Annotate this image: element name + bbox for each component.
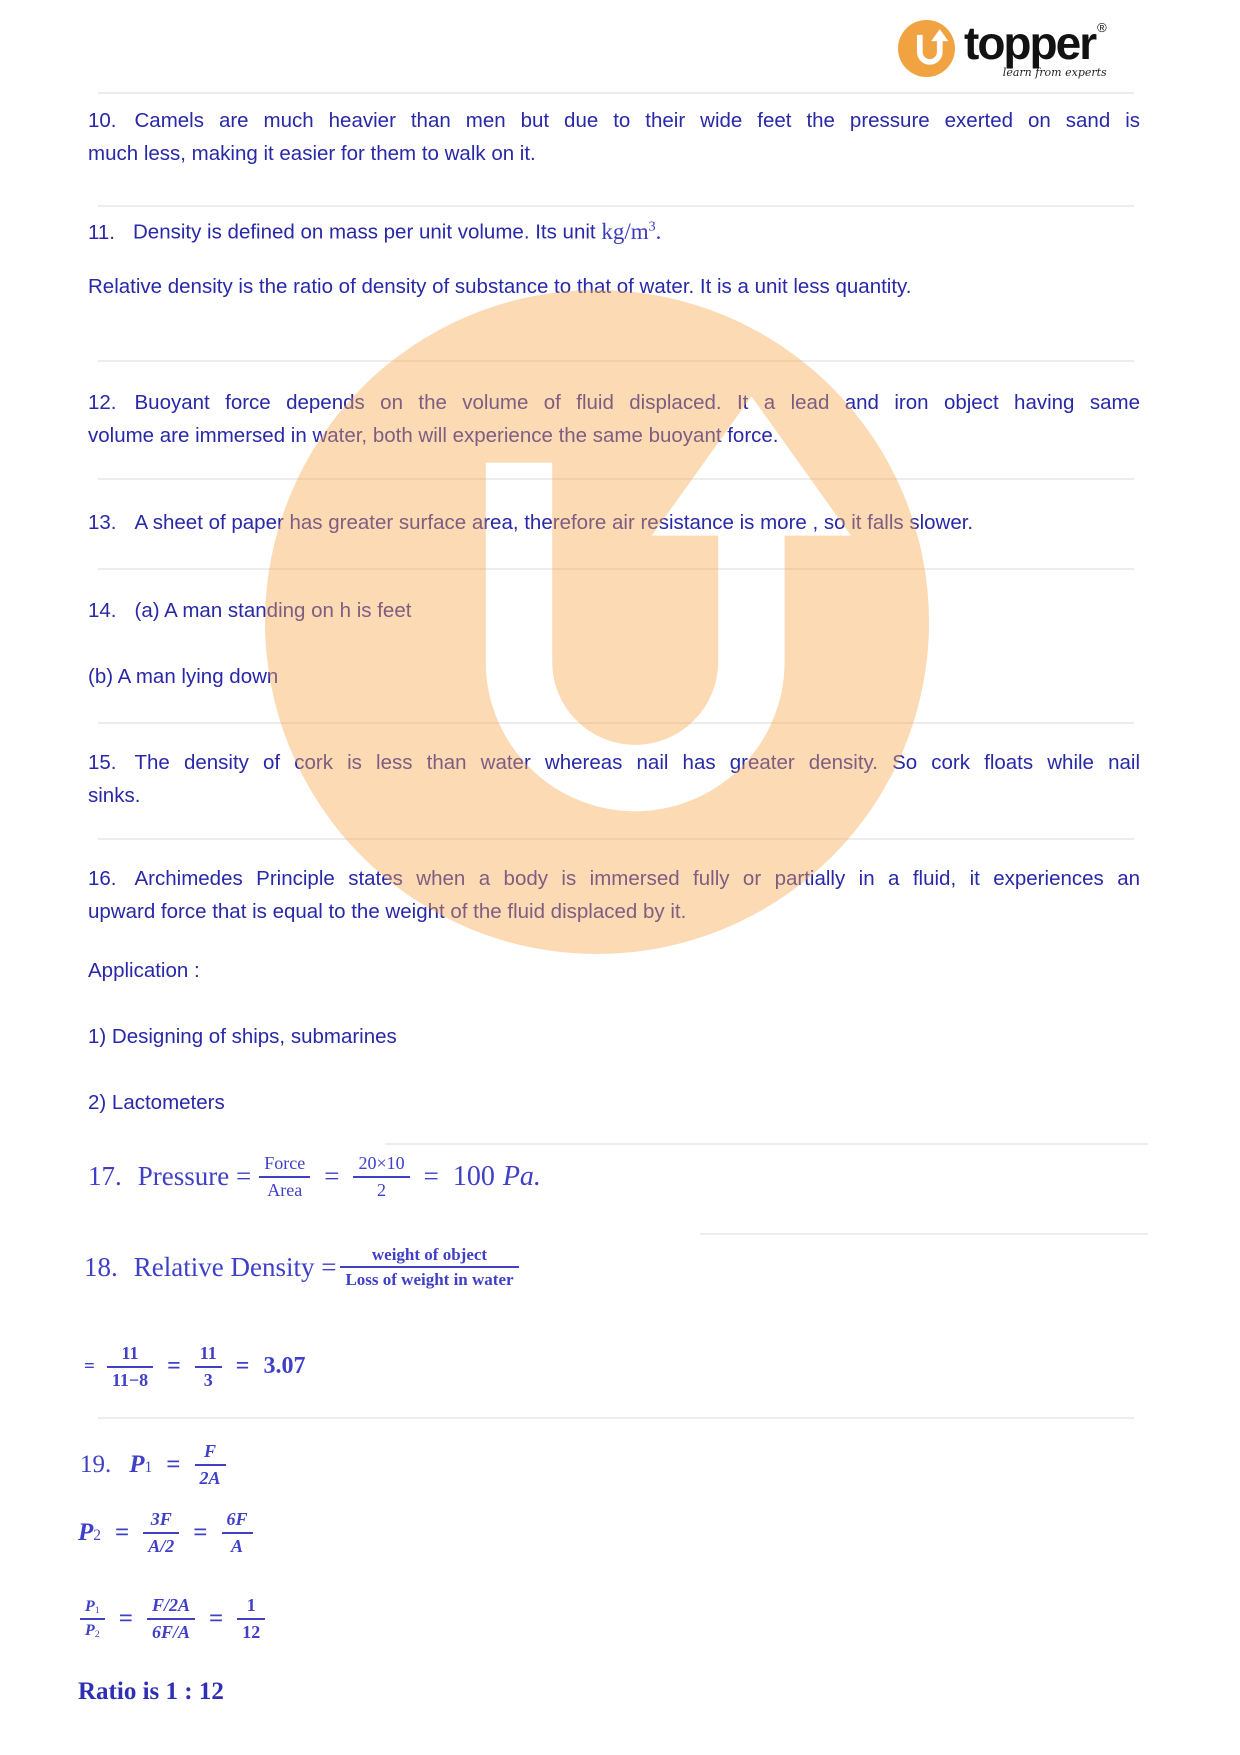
fraction: $\frac{11}{3}$ xyxy=(195,1342,222,1391)
answer-text: (b) A man lying down xyxy=(88,665,279,688)
answer-18-calculation: = $\frac{11}{11-8}$ = $\frac{11}{3}$ = 3.07 xyxy=(84,1343,306,1390)
topper-logo xyxy=(898,17,1107,79)
divider xyxy=(98,838,1134,840)
answer-text: sinks. xyxy=(88,784,141,807)
answer-18-formula xyxy=(84,1244,519,1291)
answer-number: 19. xyxy=(80,1450,112,1478)
formula-lead: Pressure = xyxy=(137,1161,252,1191)
application-label: Application : xyxy=(88,959,200,982)
answer-11-continued xyxy=(88,270,1140,303)
formula-result: 100 xyxy=(452,1160,495,1192)
divider xyxy=(98,478,1134,480)
answer-14b xyxy=(88,660,1140,693)
answer-text: much less, making it easier for them to walk on it. xyxy=(88,142,536,165)
brand-tagline: learn from experts xyxy=(1002,66,1107,79)
answer-number: 10. xyxy=(88,109,117,132)
formula-lead: Relative Density = xyxy=(133,1251,337,1282)
fraction: $\frac{\text{Force}}{\text{Area}}$ xyxy=(259,1152,310,1201)
answer-number: 16. xyxy=(88,867,117,890)
divider xyxy=(98,722,1134,724)
registered-mark: ® xyxy=(1097,20,1107,35)
answer-19-line3: $\frac{P1}{P2}$ = $\frac{F/2A}{6F/A}$ = $\frac{1}{12}$ xyxy=(80,1594,265,1643)
answer-number: 14. xyxy=(88,599,117,622)
answer-number: 11. xyxy=(88,220,115,244)
answer-11 xyxy=(88,210,1140,249)
answer-text: volume are immersed in water, both will experience the same buoyant force. xyxy=(88,424,779,447)
fraction: $\frac{20\times 10}{2}$ xyxy=(353,1152,409,1201)
fraction: $\frac{F}{2A}$ xyxy=(195,1440,226,1489)
divider xyxy=(98,92,1134,94)
fraction: $\frac{\text{weight of object}}{\text{Loss of weight in water}}$ xyxy=(340,1244,518,1291)
application-item: 1) Designing of ships, submarines xyxy=(88,1025,397,1048)
answer-19-line2: P 2 = $\frac{3F}{A/2}$ = $\frac{6F}{A}$ xyxy=(78,1508,253,1557)
answer-14a xyxy=(88,594,1140,627)
fraction: $\frac{6F}{A}$ xyxy=(222,1508,253,1557)
answer-10 xyxy=(88,104,1140,170)
answer-text: A sheet of paper has greater surface area, therefore air resistance is more , so it falls slower. xyxy=(134,511,974,534)
fraction: $\frac{P1}{P2}$ xyxy=(80,1597,105,1641)
answer-text: Relative density is the ratio of density of substance to that of water. It is a unit less quantity. xyxy=(88,275,912,298)
answer-text: upward force that is equal to the weight of the fluid displaced by it. xyxy=(88,900,687,923)
fraction: $\frac{3F}{A/2}$ xyxy=(143,1508,179,1557)
fraction: $\frac{F/2A}{6F/A}$ xyxy=(147,1594,195,1643)
unit-math: $kg/m^3$. xyxy=(601,218,662,244)
answer-number: 13. xyxy=(88,511,117,534)
formula-result: 3.07 xyxy=(263,1353,306,1379)
answer-text: Camels are much heavier than men but due to their wide feet the pressure exerted on sand is xyxy=(134,109,1140,132)
answer-text: (a) A man standing on h is feet xyxy=(134,599,412,622)
answer-number: 18. xyxy=(84,1251,118,1282)
answer-19-line1: 19. P 1 = $\frac{F}{2A}$ xyxy=(80,1440,226,1489)
fraction: $\frac{1}{12}$ xyxy=(237,1594,265,1643)
answer-text: Buoyant force depends on the volume of fluid displaced. It a lead and iron object having same xyxy=(134,391,1140,414)
divider xyxy=(98,1417,1134,1419)
fraction: $\frac{11}{11-8}$ xyxy=(107,1342,153,1391)
divider xyxy=(98,360,1134,362)
formula-unit: Pa. xyxy=(502,1160,541,1192)
answer-12 xyxy=(88,386,1140,452)
answer-text: Density is defined on mass per unit volume. Its unit xyxy=(132,220,596,244)
divider xyxy=(385,1143,1148,1145)
answer-number: 12. xyxy=(88,391,117,414)
divider xyxy=(98,205,1134,207)
answer-17-formula: 17. Pressure = $\frac{\text{Force}}{\text{Area}}$ = $\frac{20\times 10}{2}$ = 100 Pa. xyxy=(88,1153,541,1200)
divider xyxy=(700,1233,1148,1235)
answer-number: 17. xyxy=(88,1161,122,1191)
topper-logo-icon xyxy=(898,20,955,77)
answer-text: Archimedes Principle states when a body is immersed fully or partially in a fluid, it experiences an xyxy=(134,867,1140,890)
answer-15 xyxy=(88,746,1140,812)
brand-name: topper xyxy=(964,17,1096,69)
ratio-statement: Ratio is 1 : 12 xyxy=(78,1678,224,1705)
answer-13 xyxy=(88,506,1140,539)
answer-number: 15. xyxy=(88,751,117,774)
answer-text: The density of cork is less than water whereas nail has greater density. So cork floats while nail xyxy=(134,751,1140,774)
divider xyxy=(98,568,1134,570)
answer-16 xyxy=(88,862,1140,928)
application-item: 2) Lactometers xyxy=(88,1091,225,1114)
